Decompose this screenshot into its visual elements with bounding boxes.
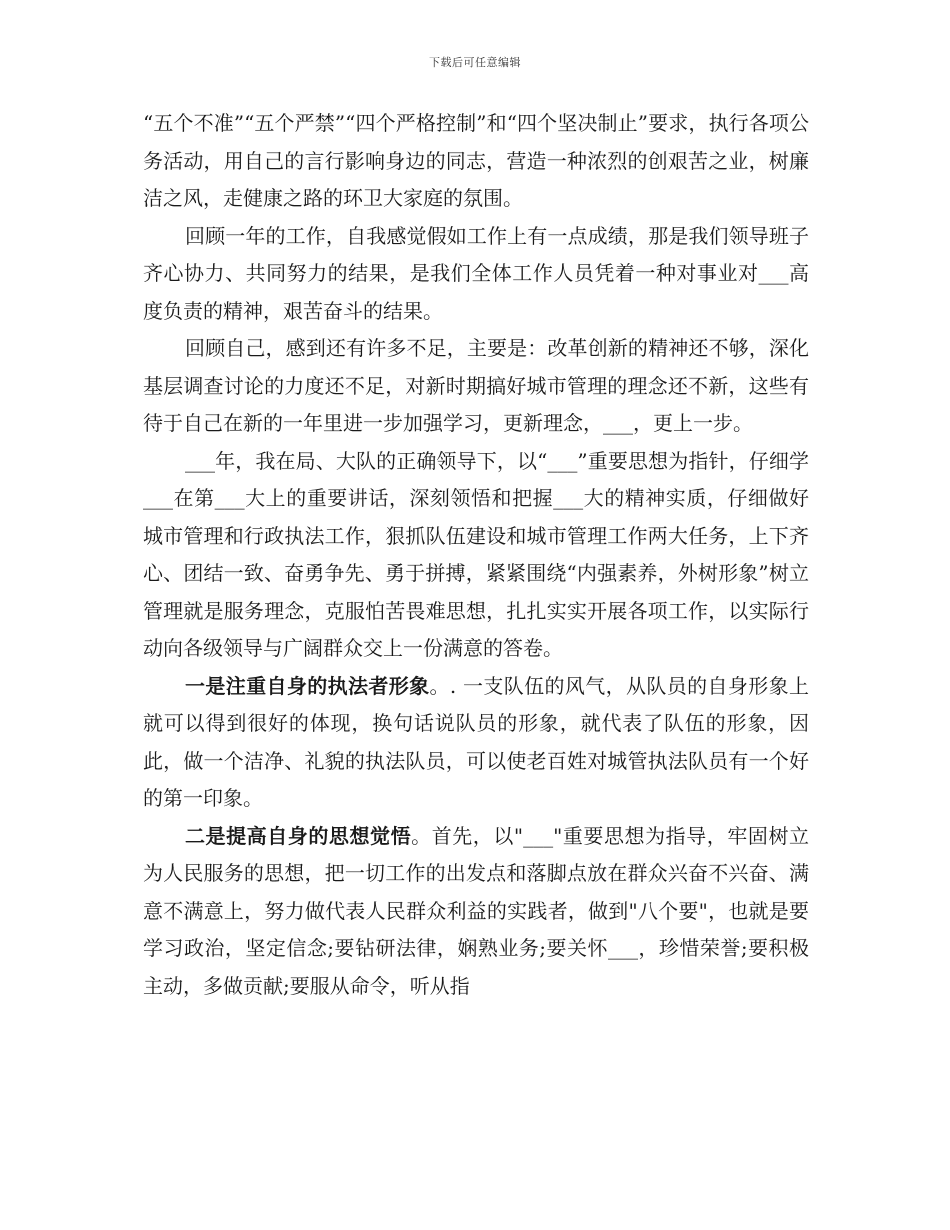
- paragraph-text: 回顾一年的工作，自我感觉假如工作上有一点成绩，那是我们领导班子齐心协力、共同努力的结果，是我们全体工作人员凭着一种对事业对___高度负责的精神，艰苦奋斗的结果。: [143, 223, 809, 323]
- paragraph-lead: 二是提高自身的思想觉悟: [185, 823, 412, 848]
- paragraph-5: [143, 668, 809, 818]
- paragraph-6: [143, 818, 809, 1006]
- paragraph-text: 。首先，以"___"重要思想为指导，牢固树立为人民服务的思想，把一切工作的出发点和落脚点放在群众兴奋不兴奋、满意不满意上，努力做代表人民群众利益的实践者，做到"八个要"，也就是要学习政治，坚定信念;要钻研法律，娴熟业务;要关怀___，珍惜荣誉;要积极主动，多做贡献;要服从命令，听从指: [143, 823, 810, 998]
- document-body: [143, 105, 809, 1005]
- paragraph-lead: 一是注重自身的执法者形象: [185, 673, 430, 698]
- paragraph-2: [143, 218, 809, 331]
- paragraph-1: [143, 105, 809, 218]
- page-header: 下载后可任意编辑: [429, 56, 521, 69]
- paragraph-3: [143, 330, 809, 443]
- paragraph-text: 。. 一支队伍的风气，从队员的自身形象上就可以得到很好的体现，换句话说队员的形象，就代表了队伍的形象，因此，做一个洁净、礼貌的执法队员，可以使老百姓对城管执法队员有一个好的第一印象。: [143, 673, 809, 810]
- paragraph-text: “五个不准”“五个严禁”“四个严格控制”和“四个坚决制止”要求，执行各项公务活动，用自己的言行影响身边的同志，营造一种浓烈的创艰苦之业，树廉洁之风，走健康之路的环卫大家庭的氛围。: [143, 111, 809, 210]
- paragraph-4: [143, 443, 809, 668]
- paragraph-text: 回顾自己，感到还有许多不足，主要是：改革创新的精神还不够，深化基层调查讨论的力度还不足，对新时期搞好城市管理的理念还不新，这些有待于自己在新的一年里进一步加强学习，更新理念，___，更上一步。: [143, 336, 809, 435]
- paragraph-text: ___年，我在局、大队的正确领导下，以“___”重要思想为指针，仔细学___在第___大上的重要讲话，深刻领悟和把握___大的精神实质，仔细做好城市管理和行政执法工作，狠抓队伍建设和城市管理工作两大任务，上下齐心、团结一致、奋勇争先、勇于拼搏，紧紧围绕“内强素养，外树形象”树立管理就是服务理念，克服怕苦畏难思想，扎扎实实开展各项工作，以实际行动向各级领导与广阔群众交上一份满意的答卷。: [143, 448, 809, 660]
